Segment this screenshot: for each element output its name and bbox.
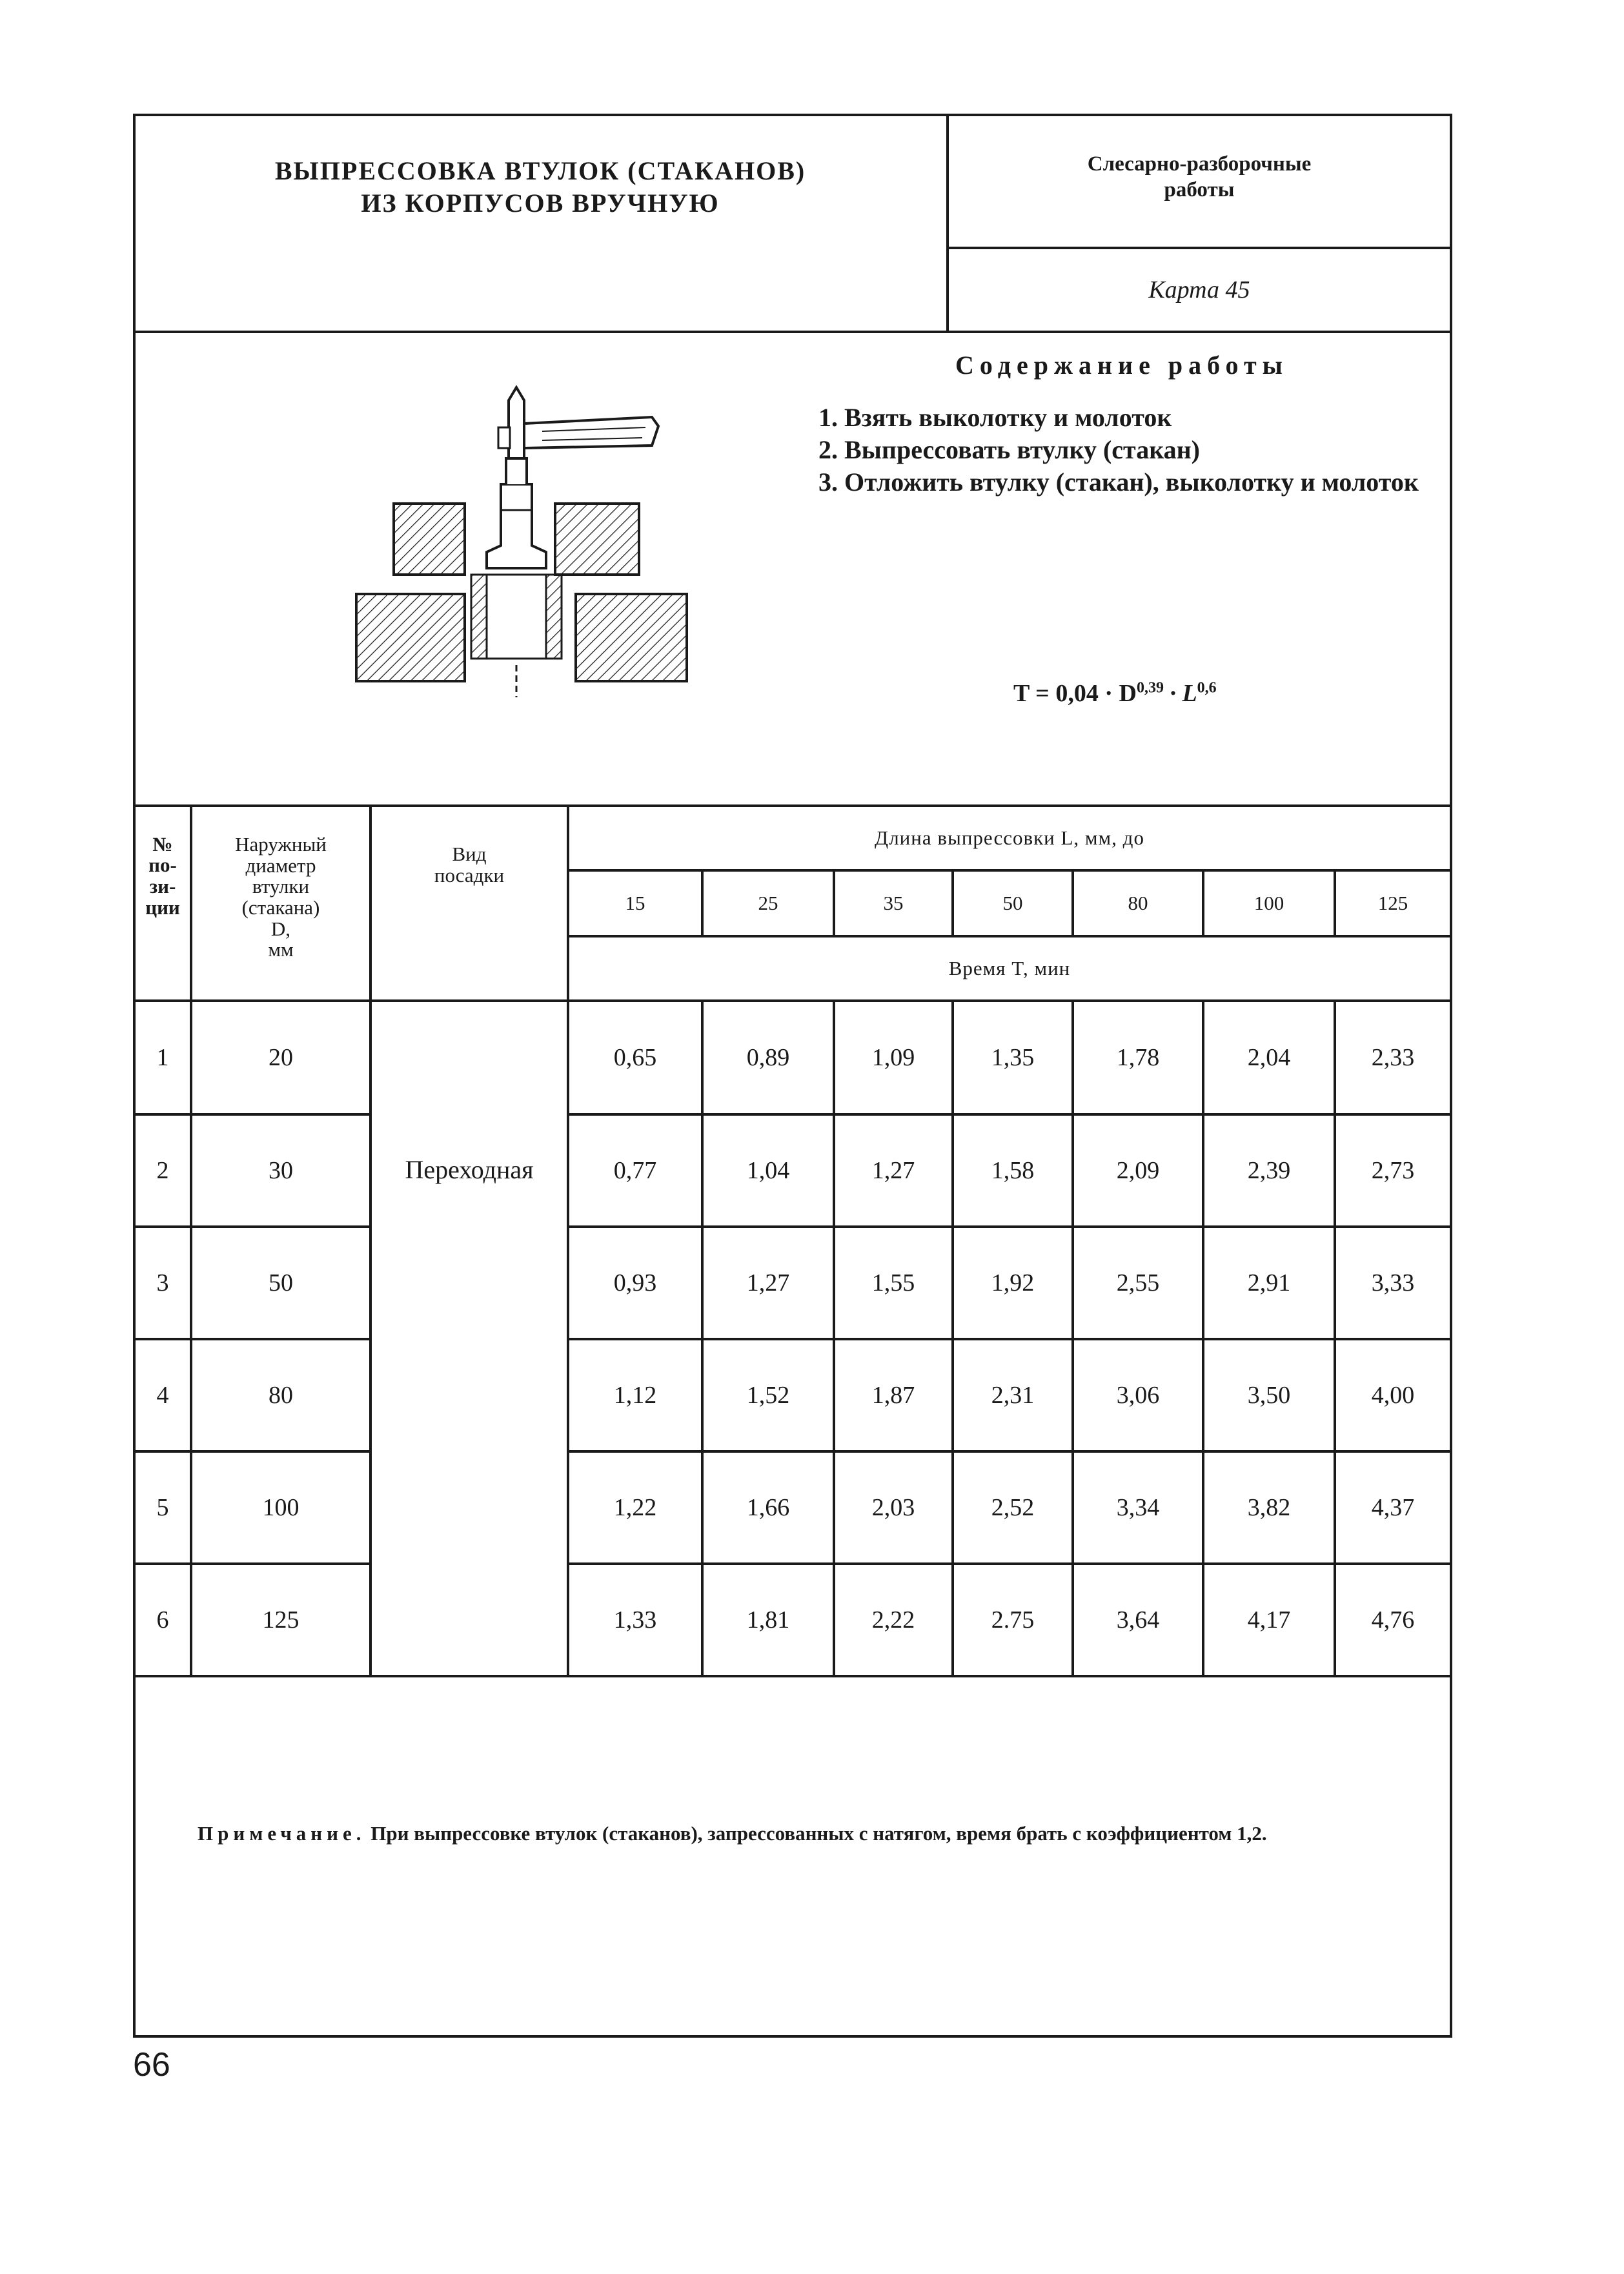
row-6-t80: 3,64 <box>1116 1606 1160 1634</box>
row-5-t25: 1,66 <box>746 1494 790 1521</box>
bushing-press-drawing <box>349 381 710 697</box>
row-1-t15: 0,65 <box>613 1044 657 1071</box>
document-title <box>136 149 945 226</box>
row-5-pos: 5 <box>156 1494 169 1521</box>
row-4-t100: 3,50 <box>1247 1382 1291 1409</box>
row-5-t80: 3,34 <box>1116 1494 1160 1521</box>
diam-header-line-6: мм <box>268 938 294 961</box>
page-number: 66 <box>133 2046 170 2084</box>
row-4-t125: 4,00 <box>1371 1382 1415 1409</box>
row-4-t35: 1,87 <box>871 1382 915 1409</box>
content-heading: Содержание работы <box>955 351 1288 380</box>
category-line-1: Слесарно-разборочные <box>1087 152 1312 176</box>
row-1-t100: 2,04 <box>1247 1044 1291 1071</box>
row-2-pos: 2 <box>156 1157 169 1184</box>
row-3-t125: 3,33 <box>1371 1269 1415 1296</box>
length-15: 15 <box>625 891 645 914</box>
row-3-t100: 2,91 <box>1247 1269 1291 1296</box>
row-6-t125: 4,76 <box>1371 1606 1415 1634</box>
length-50: 50 <box>1002 891 1023 914</box>
title-line-2: ИЗ КОРПУСОВ ВРУЧНУЮ <box>361 189 720 218</box>
row-3-t80: 2,55 <box>1116 1269 1160 1296</box>
row-5-diameter: 100 <box>262 1494 299 1521</box>
table-bottom <box>133 1675 1452 1677</box>
row-2-t15: 0,77 <box>613 1157 657 1184</box>
row-4-t25: 1,52 <box>746 1382 790 1409</box>
footnote-label: Примечание. <box>198 1822 366 1845</box>
title-line-1: ВЫПРЕССОВКА ВТУЛОК (СТАКАНОВ) <box>274 156 806 185</box>
header-bottom <box>133 331 1452 333</box>
row-4-t80: 3,06 <box>1116 1382 1160 1409</box>
formula-main: T = 0,04 · D <box>1013 680 1137 707</box>
row-2-t100: 2,39 <box>1247 1157 1291 1184</box>
row-1-t50: 1,35 <box>991 1044 1035 1071</box>
length-25: 25 <box>758 891 778 914</box>
diam-header-line-1: Наружный <box>235 833 327 856</box>
formula-exponent-l: 0,6 <box>1197 679 1217 697</box>
row-1-pos: 1 <box>156 1044 169 1071</box>
frame-right <box>1450 114 1452 2038</box>
row-1-t125: 2,33 <box>1371 1044 1415 1071</box>
length-35: 35 <box>883 891 904 914</box>
card-number: Карта 45 <box>1148 276 1250 303</box>
pos-header-line-1: № <box>152 832 173 855</box>
row-2-diameter: 30 <box>269 1157 293 1184</box>
row-6-t100: 4,17 <box>1247 1606 1291 1634</box>
work-steps <box>818 402 1419 498</box>
row-4-t15: 1,12 <box>613 1382 657 1409</box>
length-80: 80 <box>1128 891 1148 914</box>
formula-exponent-d: 0,39 <box>1136 679 1164 697</box>
length-100: 100 <box>1254 891 1284 914</box>
row-5-t35: 2,03 <box>871 1494 915 1521</box>
footnote <box>198 1822 1267 1845</box>
col-diam-right <box>369 804 372 1676</box>
pos-header-line-3: зи- <box>149 875 176 897</box>
fit-header-line-2: посадки <box>434 864 505 886</box>
row-1-t80: 1,78 <box>1116 1044 1160 1071</box>
fit-type-value: Переходная <box>405 1154 534 1184</box>
formula-mid: · L <box>1163 680 1197 707</box>
row-3-t25: 1,27 <box>746 1269 790 1296</box>
row-5-t15: 1,22 <box>613 1494 657 1521</box>
time-formula <box>1013 679 1217 708</box>
diam-header-line-2: диаметр <box>245 854 316 877</box>
row-1-t25: 0,89 <box>746 1044 790 1071</box>
step-1: 1. Взять выколотку и молоток <box>818 403 1172 432</box>
row-6-pos: 6 <box>156 1606 169 1634</box>
position-column-header <box>136 828 190 925</box>
footnote-text: При выпрессовке втулок (стаканов), запрессованных с натягом, время брать с коэффициентом 1,2. <box>370 1822 1267 1845</box>
pos-header-line-4: ции <box>145 896 180 919</box>
work-category <box>949 142 1450 213</box>
row-3-diameter: 50 <box>269 1269 293 1296</box>
row-2-t35: 1,27 <box>871 1157 915 1184</box>
row-2-t50: 1,58 <box>991 1157 1035 1184</box>
length-header: Длина выпрессовки L, мм, до <box>875 826 1144 849</box>
row-6-t15: 1,33 <box>613 1606 657 1634</box>
row-3-t15: 0,93 <box>613 1269 657 1296</box>
row-3-t35: 1,55 <box>871 1269 915 1296</box>
time-header: Время T, мин <box>948 956 1071 979</box>
row-1-diameter: 20 <box>269 1044 293 1071</box>
pos-header-line-2: по- <box>148 854 177 877</box>
row-1-t35: 1,09 <box>871 1044 915 1071</box>
frame-top <box>133 114 1452 116</box>
row-6-diameter: 125 <box>262 1606 299 1634</box>
fit-column-header <box>372 839 567 891</box>
row-5-t100: 3,82 <box>1247 1494 1291 1521</box>
step-3: 3. Отложить втулку (стакан), выколотку и молоток <box>818 467 1419 497</box>
row-3-t50: 1,92 <box>991 1269 1035 1296</box>
row-6-t50: 2.75 <box>991 1606 1035 1634</box>
frame-bottom <box>133 2035 1452 2038</box>
row-6-t25: 1,81 <box>746 1606 790 1634</box>
row-5-t50: 2,52 <box>991 1494 1035 1521</box>
category-line-2: работы <box>1164 178 1235 201</box>
row-4-t50: 2,31 <box>991 1382 1035 1409</box>
row-5-t125: 4,37 <box>1371 1494 1415 1521</box>
step-2: 2. Выпрессовать втулку (стакан) <box>818 435 1200 464</box>
diam-header-line-5: D, <box>270 917 291 940</box>
fit-header-line-1: Вид <box>452 843 487 866</box>
row-2-t80: 2,09 <box>1116 1157 1160 1184</box>
row-4-pos: 4 <box>156 1382 169 1409</box>
diam-header-line-3: втулки <box>252 875 310 898</box>
row-3-pos: 3 <box>156 1269 169 1296</box>
diameter-column-header <box>192 826 369 968</box>
row-4-diameter: 80 <box>269 1382 293 1409</box>
row-6-t35: 2,22 <box>871 1606 915 1634</box>
row-2-t25: 1,04 <box>746 1157 790 1184</box>
length-125: 125 <box>1377 891 1408 914</box>
diam-header-line-4: (стакана) <box>241 896 320 919</box>
row-2-t125: 2,73 <box>1371 1157 1415 1184</box>
